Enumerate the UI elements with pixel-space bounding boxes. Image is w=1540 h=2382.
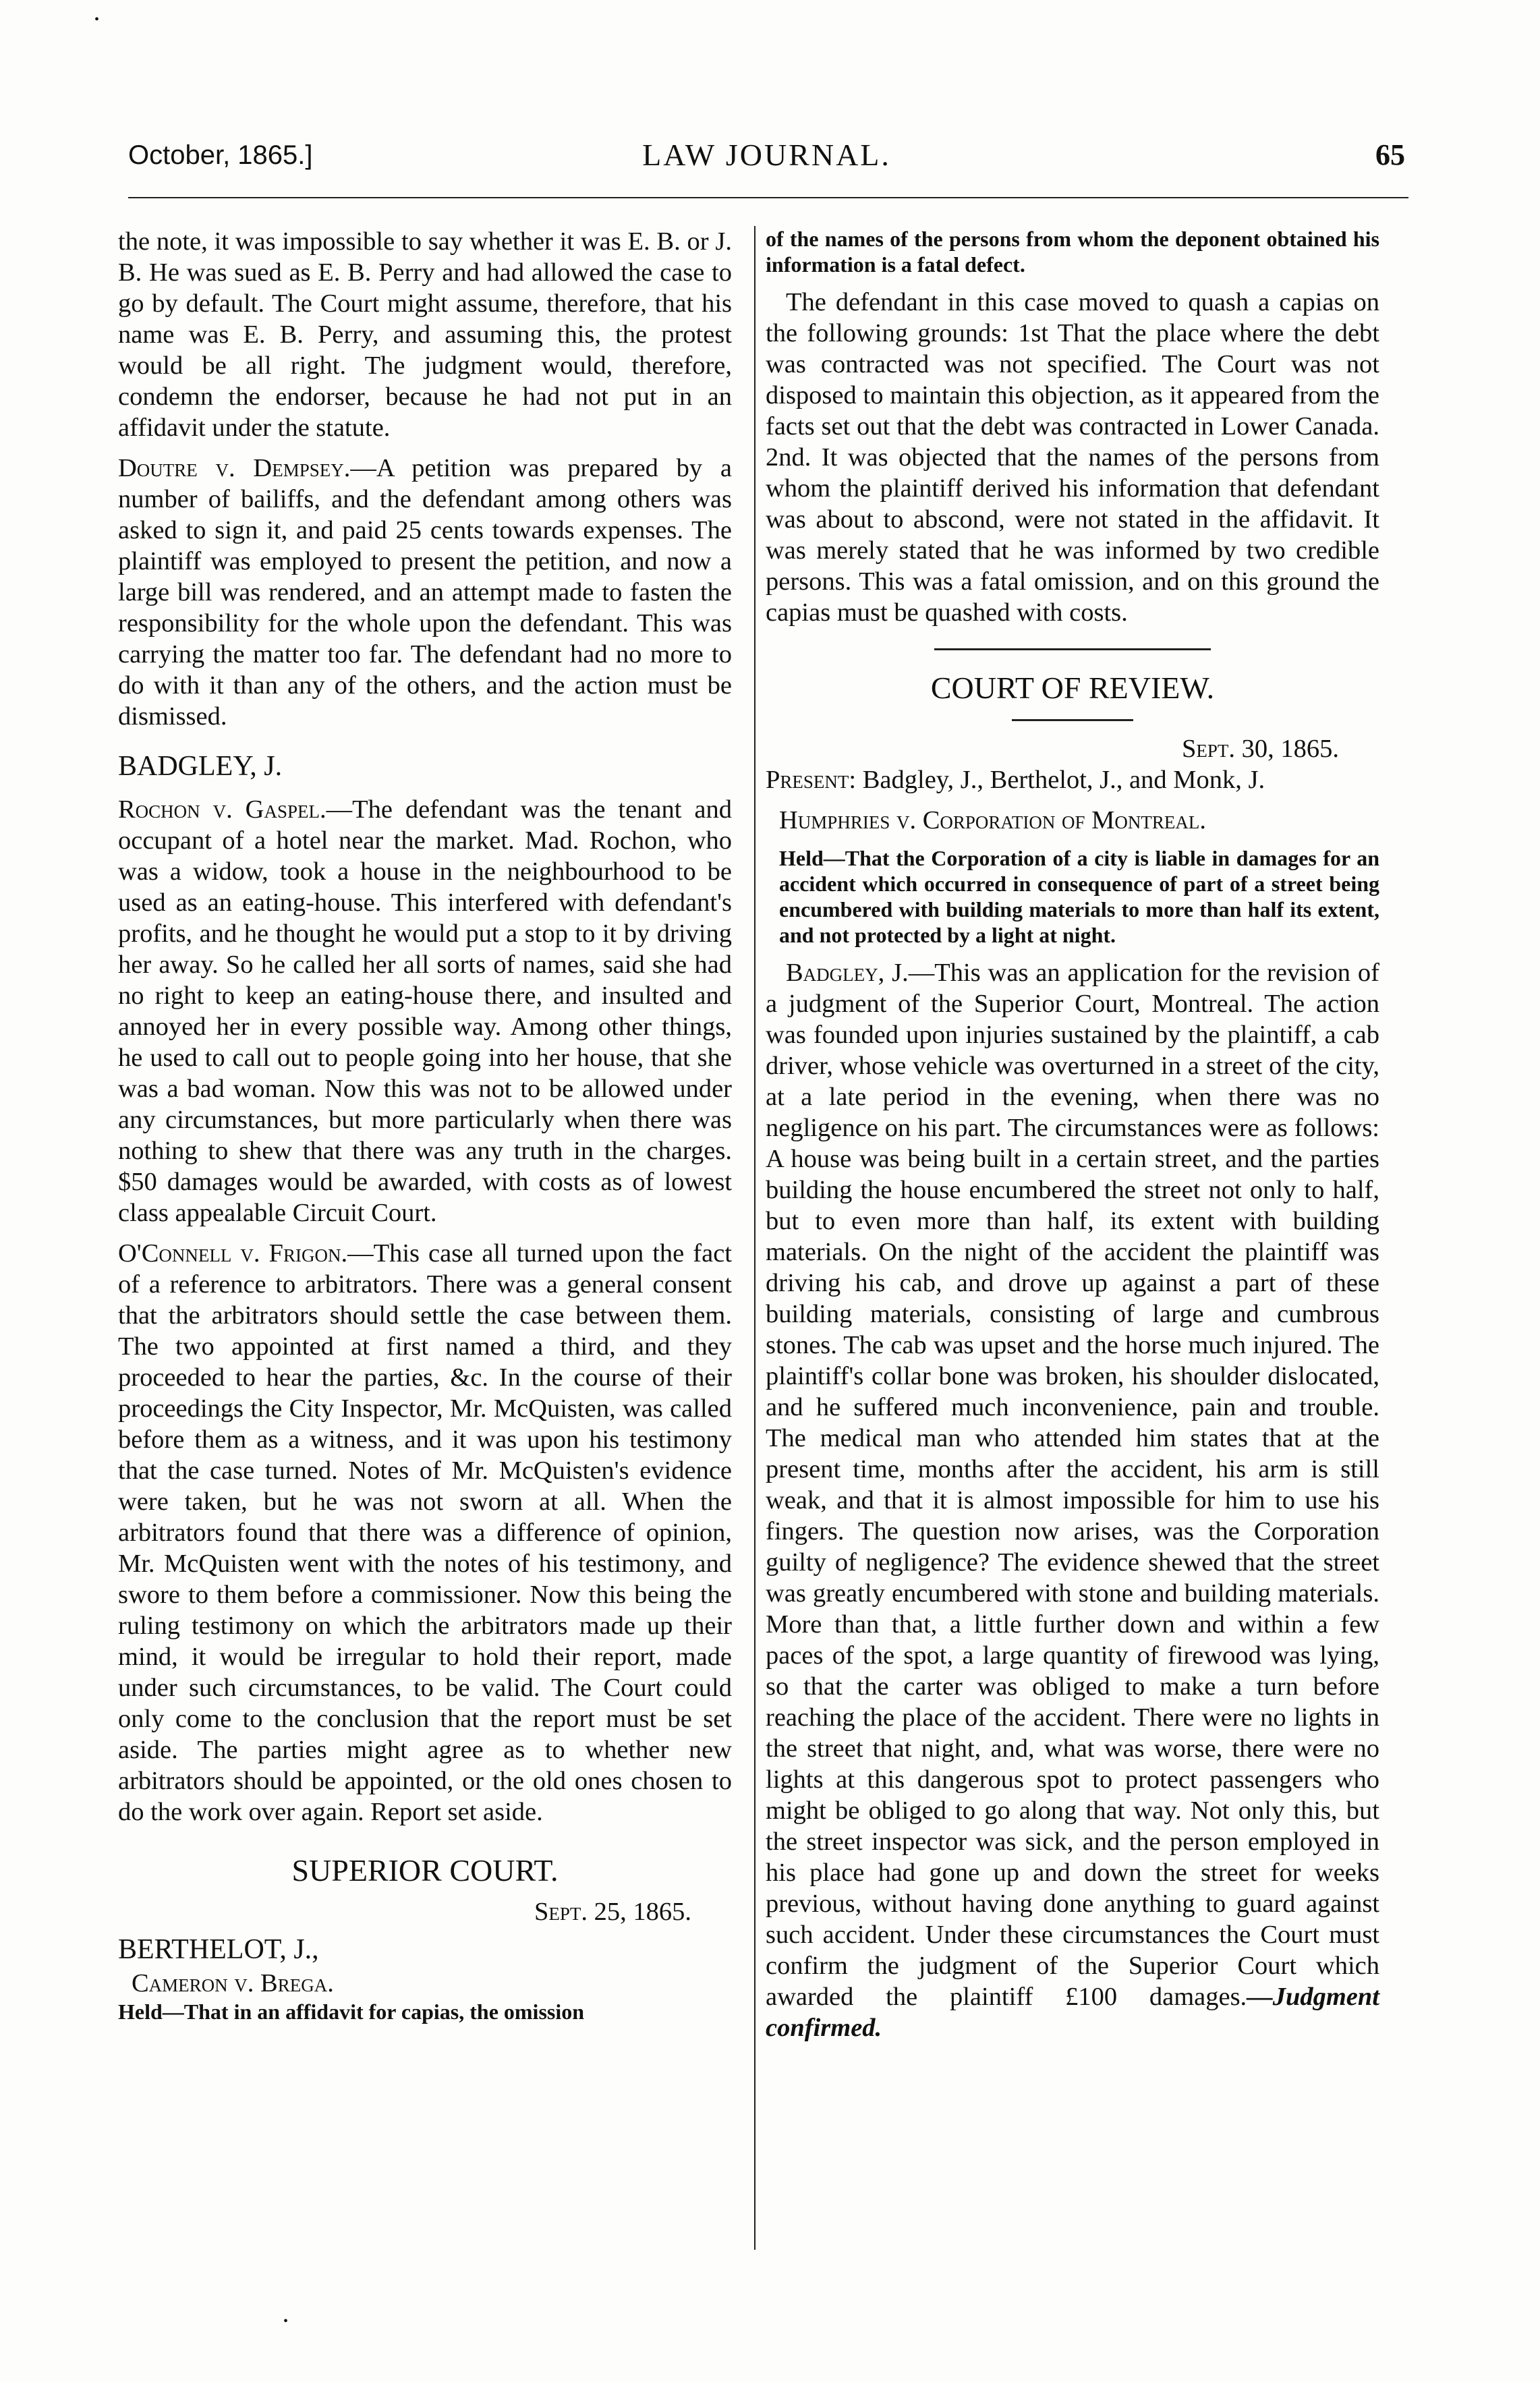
column-divider [754, 226, 755, 2250]
case-text: —This case all turned upon the fact of a reference to arbitrators. There was a general consent that the arbitrators should settle the case between them. The two appointed at first named a third, and they proceeded to hear the parties, &c. In the course of their proceedings the City Inspector, Mr. McQuisten, was called before them as a witness, and it was upon his testimony that the case turned. Notes of Mr. McQuisten's evidence were taken, but he was not sworn at all. When the arbitrators found that there was a difference of opinion, Mr. McQuisten went with the notes of his testimony, and swore to them before a commissioner. Now this being the ruling testimony on which the arbitrators made up their mind, it would be irregular to hold their report, made under such circumstances, to be valid. The Court could only come to the conclusion that the report must be set aside. The parties might agree as to whether new arbitrators should be appointed, or the old ones chosen to do the work over again. Report set aside. [118, 1239, 732, 1826]
paragraph-doutre-dempsey [118, 453, 732, 732]
superior-court-date: Sept. 25, 1865. [534, 1898, 691, 1926]
case-title-cameron-brega: Cameron v. Brega. [132, 1969, 334, 1997]
judge-heading-badgley: BADGLEY, J. [118, 751, 283, 782]
scan-speck: • [283, 2314, 289, 2329]
section-rule [934, 648, 1211, 650]
case-text: —The defendant was the tenant and occupant of a hotel near the market. Mad. Rochon, who was a widow, took a house in the neighbourhood to be used as an eating-house. This interfered with defendant's profits, and he thought he would put a stop to it by driving her away. So he called her all sorts of names, said she had no right to keep an eating-house there, and insulted and annoyed her in every possible way. Among other things, he used to call out to people going into her house, that she was a bad woman. Now this was not to be allowed under any circumstances, but more particularly when there was nothing to shew that there was any truth in the charges. $50 damages would be awarded, with costs as of lowest class appealable Circuit Court. [118, 795, 732, 1227]
header-rule [128, 197, 1408, 198]
present-text: Badgley, J., Berthelot, J., and Monk, J. [856, 766, 1265, 794]
section-heading-superior-court: SUPERIOR COURT. [291, 1853, 559, 1888]
case-text: —A petition was prepared by a number of bailiffs, and the defendant among others was asked to sign it, and paid 25 cents towards expenses. The plaintiff was employed to present the petition, and now a large bill was rendered, and an attempt made to fasten the responsibility for the whole upon the defendant. This was carrying the matter too far. The defendant had no more to do with it than any of the others, and the action must be dismissed. [118, 454, 732, 731]
paragraph-oconnell-frigon [118, 1238, 732, 1827]
case-name: Rochon v. Gaspel. [118, 795, 326, 824]
paragraph-humphries-judgment [766, 957, 1379, 2043]
left-column [118, 226, 732, 2024]
section-heading-court-of-review: COURT OF REVIEW. [930, 671, 1215, 705]
journal-title: LAW JOURNAL. [642, 138, 891, 172]
present-label: Present: [766, 766, 857, 794]
running-head [128, 132, 1405, 179]
held-note-cameron: Held—That in an affidavit for capias, the omission [118, 2000, 585, 2024]
present-judges [766, 764, 1379, 795]
case-name: Doutre v. Dempsey. [118, 454, 351, 482]
case-name: O'Connell v. Frigon. [118, 1239, 348, 1268]
header-date: October, 1865.] [128, 140, 313, 170]
held-note-humphries: Held—That the Corporation of a city is liable in damages for an accident which occurred in consequence of part of a street being encumbered with building materials to more than half its extent, and not protected by a light at night. [779, 846, 1379, 947]
short-rule [1012, 719, 1133, 721]
judge-heading-berthelot: BERTHELOT, J., [118, 1934, 319, 1965]
paragraph-rochon-gaspel [118, 794, 732, 1228]
judge-name: Badgley, J. [786, 959, 909, 987]
paragraph-capias-motion: The defendant in this case moved to quash a capias on the following grounds: 1st That the place where the debt was contracted was not specified. The Court was not disposed to maintain this objection, as it appeared from the facts set out that the debt was contracted in Lower Canada. 2nd. It was objected that the names of the persons from whom the plaintiff derived his information that defendant was about to abscond, were not stated in the affidavit. It was merely stated that he was informed by two credible persons. This was a fatal omission, and on this ground the capias must be quashed with costs. [766, 288, 1379, 627]
held-note-continued: of the names of the persons from whom the deponent obtained his information is a fatal defect. [766, 227, 1379, 277]
scan-speck: • [94, 12, 100, 27]
court-of-review-date: Sept. 30, 1865. [1181, 735, 1339, 763]
case-title-humphries: Humphries v. Corporation of Montreal. [779, 806, 1207, 834]
page-number: 65 [1375, 138, 1405, 171]
judgment-text: —This was an application for the revision of a judgment of the Superior Court, Montreal. The action was founded upon injuries sustained by the plaintiff, a cab driver, whose vehicle was overturned in a street of the city, at a late period in the evening, when there was no negligence on his part. The circumstances were as follows: A house was being built in a certain street, and the parties building the house encumbered the street not only to half, but to even more than half, its extent with building materials. On the night of the accident the plaintiff was driving his cab, and drove up against a part of these building materials, consisting of large and cumbrous stones. The cab was upset and the horse much injured. The plaintiff's collar bone was broken, his shoulder dislocated, and he suffered much inconvenience, pain and trouble. The medical man who attended him states that at the present time, months after the accident, his arm is still weak, and that it is almost impossible for him to use his fingers. The question now arises, was the Corporation guilty of negligence? The evidence shewed that the street was greatly encumbered with stone and building materials. More than that, a little further down and within a few paces of the spot, a large quantity of firewood was lying, so that the carter was obliged to make a turn before reaching the place of the accident. There were no lights in the street that night, and, what was worse, there were no lights at this dangerous spot to protect passengers who might be obliged to go along that way. Not only this, but the street inspector was sick, and the person employed in his place had gone up and down the street for weeks previous, without having done anything to guard against such accident. Under these circumstances the Court must confirm the judgment of the Superior Court which awarded the plaintiff £100 damages. [766, 959, 1379, 2011]
judgment-result: —Judgment confirmed. [766, 1983, 1379, 2042]
right-column [766, 226, 1379, 2043]
paragraph-perry-note: the note, it was impossible to say whether it was E. B. or J. B. He was sued as E. B. Perry and had allowed the case to go by default. The Court might assume, therefore, that his name was E. B. Perry, and assuming this, the protest would be all right. The judgment would, therefore, condemn the endorser, because he had not put in an affidavit under the statute. [118, 227, 732, 442]
